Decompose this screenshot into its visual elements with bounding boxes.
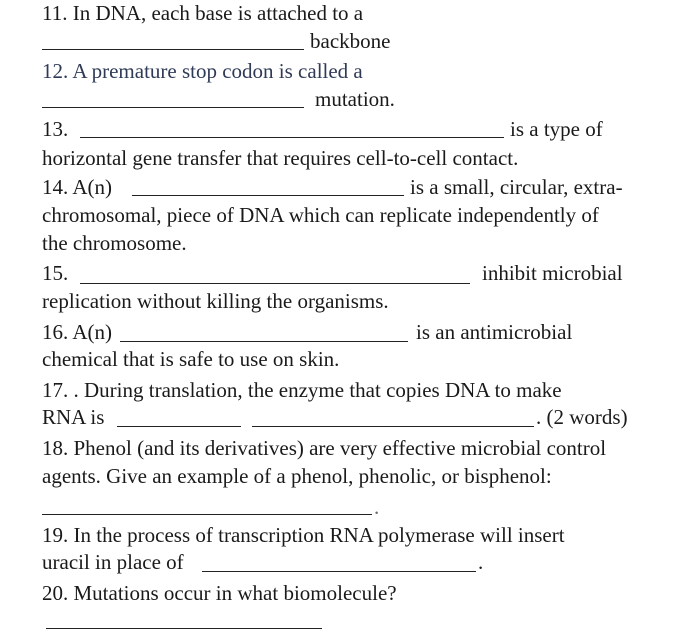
question-13-tail: is a type of bbox=[510, 117, 603, 141]
answer-blank-17b[interactable] bbox=[252, 426, 534, 427]
question-15-line-2: replication without killing the organisms. bbox=[42, 289, 389, 313]
question-20-line-1: 20. Mutations occur in what biomolecule? bbox=[42, 581, 397, 605]
question-17-tail: . (2 words) bbox=[536, 405, 628, 429]
question-13-line-2: horizontal gene transfer that requires cell-to-cell contact. bbox=[42, 146, 519, 170]
question-14-line-3: the chromosome. bbox=[42, 231, 187, 255]
question-16-line-2: chemical that is safe to use on skin. bbox=[42, 347, 340, 371]
question-11-line-1: 11. In DNA, each base is attached to a bbox=[42, 1, 364, 25]
answer-blank-18[interactable] bbox=[42, 514, 372, 515]
question-15-number: 15. bbox=[42, 261, 69, 285]
question-14-line-2: chromosomal, piece of DNA which can replicate independently of bbox=[42, 203, 599, 227]
question-18-line-1: 18. Phenol (and its derivatives) are very effective microbial control bbox=[42, 436, 607, 460]
question-11-line-2: backbone bbox=[310, 29, 391, 53]
answer-blank-15[interactable] bbox=[80, 283, 470, 284]
question-18-line-2: agents. Give an example of a phenol, phenolic, or bisphenol: bbox=[42, 464, 552, 488]
question-16-tail: is an antimicrobial bbox=[416, 320, 573, 344]
answer-blank-16[interactable] bbox=[120, 341, 408, 342]
question-16-lead: 16. A(n) bbox=[42, 320, 112, 344]
question-14-lead: 14. A(n) bbox=[42, 175, 112, 199]
question-12-line-1: 12. A premature stop codon is called a bbox=[42, 59, 363, 83]
question-19-lead: uracil in place of bbox=[42, 550, 184, 574]
question-19-period: . bbox=[478, 550, 484, 574]
question-17-line-1: 17. . During translation, the enzyme that copies DNA to make bbox=[42, 378, 562, 402]
answer-blank-14[interactable] bbox=[132, 195, 404, 196]
question-12-line-2: mutation. bbox=[315, 87, 395, 111]
question-14-tail: is a small, circular, extra- bbox=[410, 175, 623, 199]
answer-blank-11[interactable] bbox=[42, 49, 304, 50]
question-17-lead: RNA is bbox=[42, 405, 105, 429]
answer-blank-20[interactable] bbox=[46, 628, 322, 629]
answer-blank-19[interactable] bbox=[202, 571, 476, 572]
answer-blank-13[interactable] bbox=[80, 137, 504, 138]
question-19-line-1: 19. In the process of transcription RNA polymerase will insert bbox=[42, 523, 565, 547]
question-15-tail: inhibit microbial bbox=[482, 261, 623, 285]
answer-blank-12[interactable] bbox=[42, 107, 304, 108]
answer-blank-17a[interactable] bbox=[117, 426, 241, 427]
question-18-period: . bbox=[374, 495, 380, 519]
question-13-number: 13. bbox=[42, 117, 69, 141]
